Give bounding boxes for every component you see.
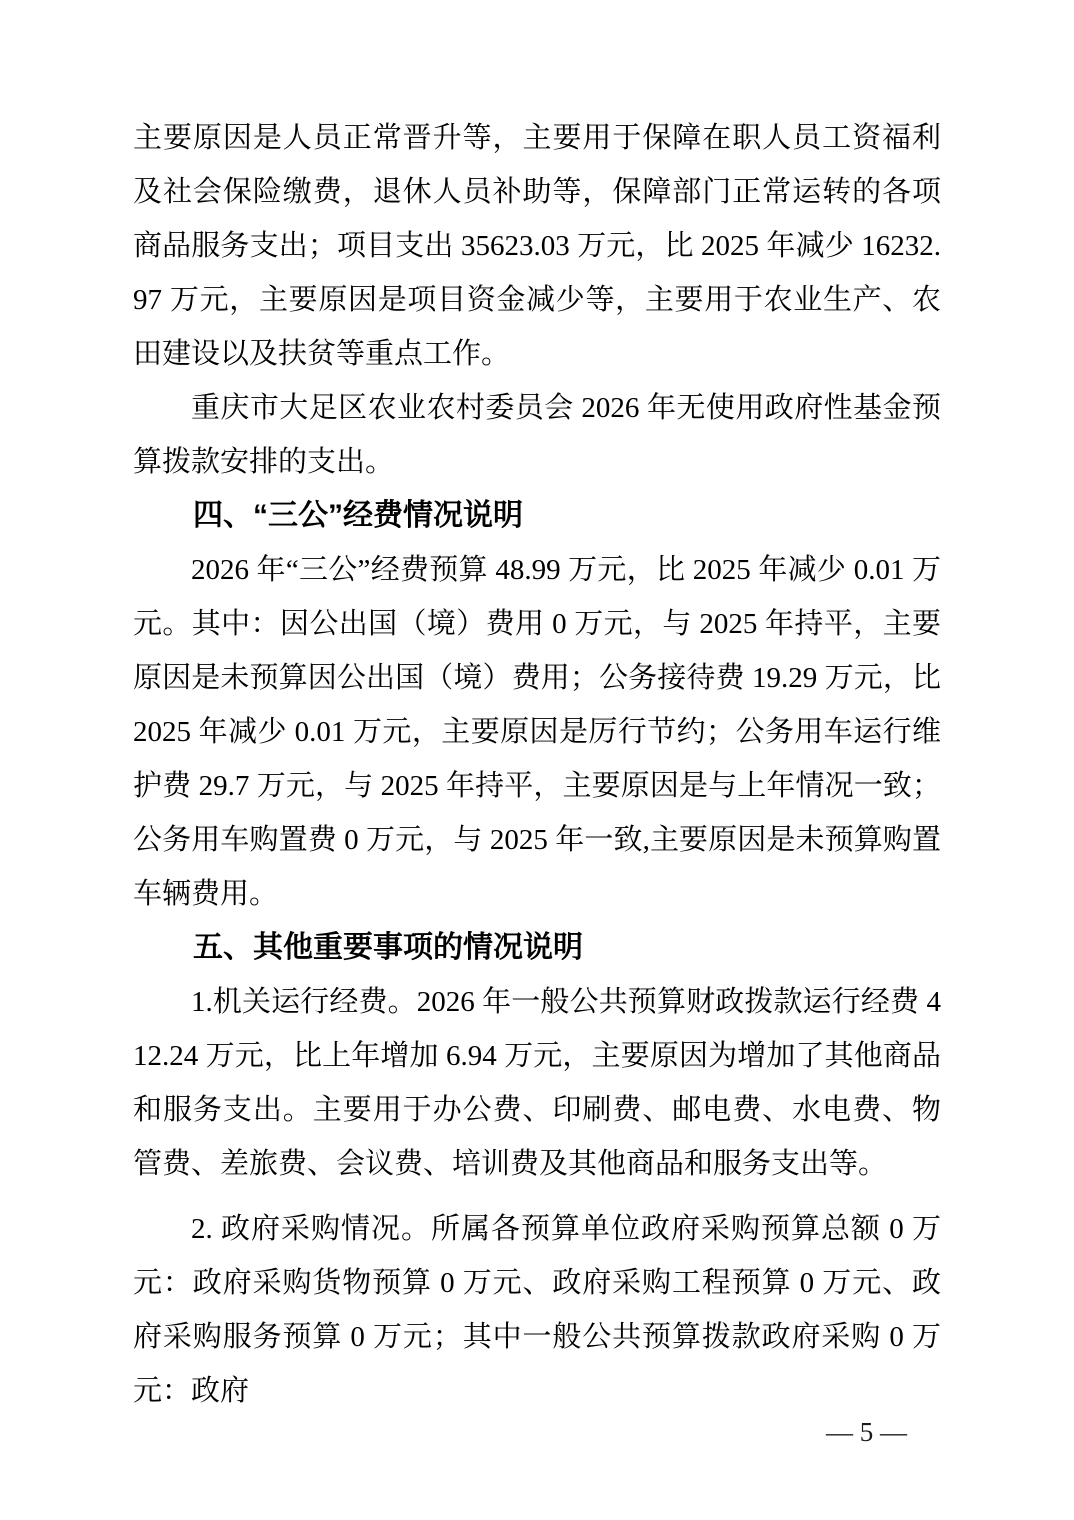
page-footer: [826, 1405, 907, 1459]
heading-section-4-three-public-expenses: 四、“三公”经费情况说明: [193, 499, 523, 532]
paragraph-government-fund-budget-statement: 重庆市大足区农业农村委员会 2026 年无使用政府性基金预算拨款安排的支出。: [133, 392, 941, 478]
paragraph-agency-operating-expenses: 1.机关运行经费。2026 年一般公共预算财政拨款运行经费 412.24 万元，比上年增加 6.94 万元，主要原因为增加了其他商品和服务支出。主要用于办公费、印刷费、邮电费、水电费、物管费、差旅费、会议费、培训费及其他商品和服务支出等。: [133, 986, 941, 1180]
page-number: — 5 —: [826, 1417, 907, 1447]
paragraph-basic-expenditure-continuation: 主要原因是人员正常晋升等，主要用于保障在职人员工资福利及社会保险缴费，退休人员补助等，保障部门正常运转的各项商品服务支出；项目支出 35623.03 万元，比 2025 年减少 16232.97 万元，主要原因是项目资金减少等，主要用于农业生产、农田建设以及扶贫等重点工作。: [133, 122, 941, 370]
paragraph-government-procurement: 2. 政府采购情况。所属各预算单位政府采购预算总额 0 万元：政府采购货物预算 0 万元、政府采购工程预算 0 万元、政府采购服务预算 0 万元；其中一般公共预算拨款政府采购 0 万元：政府: [133, 1213, 941, 1407]
paragraph-three-public-expenses-details: 2026 年“三公”经费预算 48.99 万元，比 2025 年减少 0.01 万元。其中：因公出国（境）费用 0 万元，与 2025 年持平，主要原因是未预算因公出国（境）费用；公务接待费 19.29 万元，比 2025 年减少 0.01 万元，主要原因是厉行节约；公务用车运行维护费 29.7 万元，与 2025 年持平，主要原因是与上年情况一致；公务用车购置费 0 万元，与 2025 年一致,主要原因是未预算购置车辆费用。: [133, 554, 941, 910]
heading-section-5-other-important-matters: 五、其他重要事项的情况说明: [193, 931, 583, 964]
